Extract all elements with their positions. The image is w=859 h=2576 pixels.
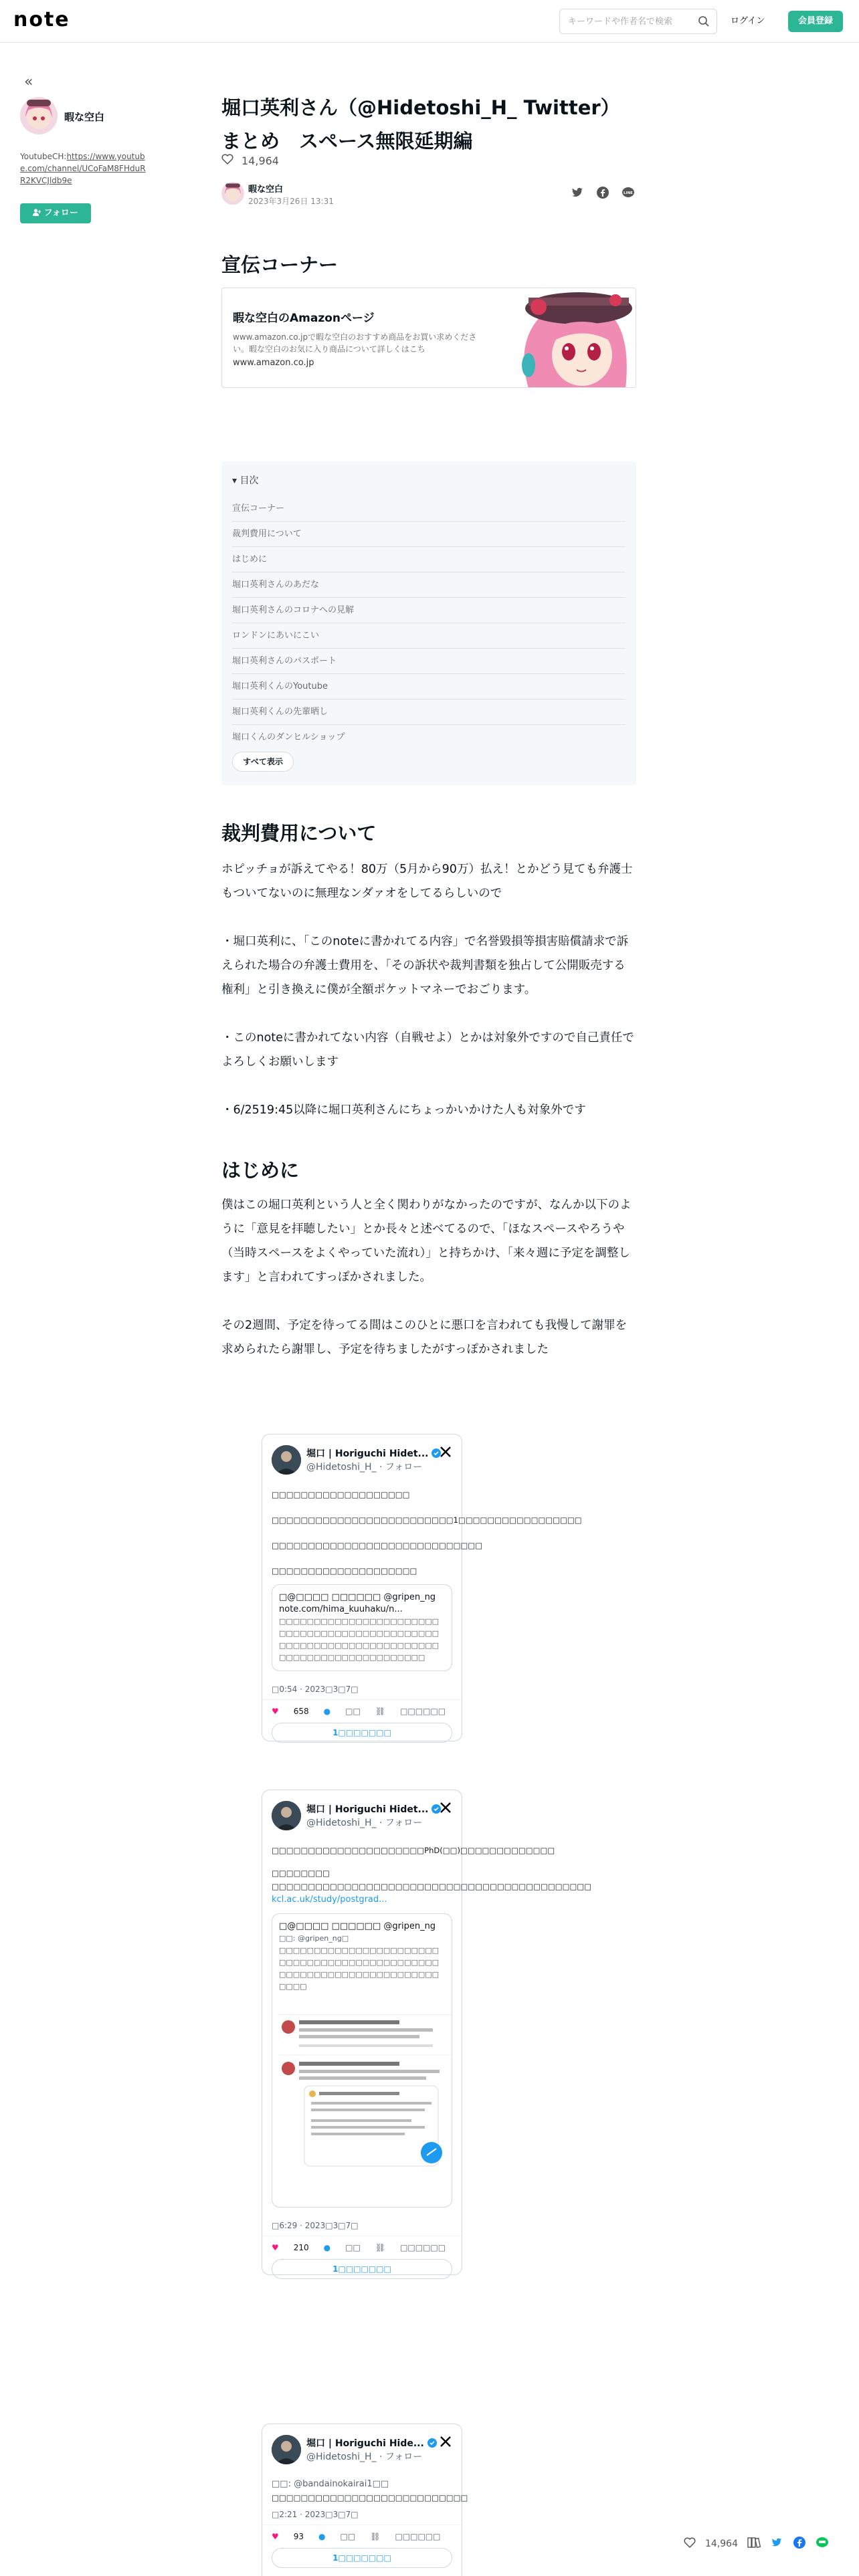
tweet-author-name[interactable]: 堀口 | Horiguchi Hidet... — [306, 1446, 441, 1460]
link-icon[interactable]: ⛓ — [375, 1707, 386, 1716]
publish-date: 2023年3月26日 13:31 — [248, 197, 334, 206]
facebook-share-icon[interactable] — [793, 2536, 806, 2552]
toc-toggle[interactable] — [232, 473, 258, 487]
copy-link-label[interactable]: □□□□□□ — [400, 2243, 446, 2252]
embedded-tweet[interactable] — [262, 1790, 592, 2275]
tweet-body: □□□□□□□□□□□□□□□□□□□□□PhD(□□)□□□□□□□□□□□□□ □□□□□□□□ □□□□□□□□□□□□□□□□□□□□□□□□□□□□□□□□□□□□□□□□□□□□ kcl.ac.uk/study/postgrad... — [262, 1828, 462, 1907]
embedded-tweet[interactable] — [262, 2424, 468, 2576]
paragraph: ・このnoteに書かれてない内容（自戦せよ）とかは対象外ですので自己責任でよろしくお願いします — [221, 1031, 634, 1069]
tweet-avatar[interactable] — [272, 1801, 301, 1830]
reply-label[interactable]: □□ — [345, 1707, 361, 1716]
follow-button[interactable] — [20, 203, 91, 223]
section-heading-intro: はじめに — [221, 1159, 300, 1182]
x-logo-icon[interactable] — [439, 1801, 452, 1817]
line-icon[interactable] — [622, 186, 636, 201]
ad-card-url: www.amazon.co.jp — [233, 358, 314, 368]
search-icon[interactable] — [698, 15, 710, 30]
reply-icon[interactable]: ● — [323, 1707, 331, 1716]
paragraph: ・堀口英利に、「このnoteに書かれてる内容」で名誉毀損等損害賠償請求で訴えられた場合の弁護士費用を、「その訴状や裁判書類を独占して公開販売する権利」と引き換えに僕が全額ポケットマネーでおごります。 — [221, 935, 629, 996]
sidebar-author-name[interactable]: 暇な空白 — [64, 111, 105, 123]
copy-link-label[interactable]: □□□□□□ — [400, 1707, 446, 1716]
toc-item[interactable]: ロンドンにあいにこい — [232, 623, 626, 649]
paragraph: ホピッチョが訴えてやる！80万（5月から90万）払え！とかどう見ても弁護士もついてないのに無理なンダァオをしてるらしいので — [221, 863, 633, 900]
quote-body: □□□□□□□□□□□□□□□□□□□□□□□□□□□□□□□□□□□□□□□□□□□□□□□□□□□□□□□□□□□□□□□□□□□□□□□□□ — [279, 1946, 440, 1991]
like-heart-icon[interactable]: ♥ — [272, 2243, 279, 2252]
x-logo-icon[interactable] — [439, 1445, 452, 1461]
reply-label[interactable]: □□ — [345, 2243, 361, 2252]
add-user-icon — [33, 208, 44, 218]
quoted-tweet[interactable] — [272, 1913, 452, 2208]
magazine-icon[interactable] — [747, 2537, 761, 2551]
sidebar-description — [20, 150, 147, 187]
like-count[interactable]: 14,964 — [242, 154, 279, 167]
amazon-link-card[interactable] — [221, 288, 636, 388]
search-box — [559, 9, 717, 34]
toc-item[interactable]: はじめに — [232, 547, 626, 572]
quote-author: □@□□□□ □□□□□□ @gripen_ng — [279, 1921, 436, 1931]
tweet-actions — [262, 2236, 462, 2259]
search-input[interactable] — [560, 9, 687, 33]
toc-item[interactable]: 宣伝コーナー — [232, 496, 626, 522]
reply-icon[interactable]: ● — [318, 2532, 326, 2541]
paragraph: その2週間、予定を待ってる間はこのひとに悪口を言われても我慢して謝罪を求められたら謝罪し、予定を待ちましたがすっぽかされました — [221, 1319, 628, 1356]
tweet-handle[interactable]: @Hidetoshi_H_ · フォロー — [306, 1462, 423, 1473]
floating-action-bar — [684, 2532, 851, 2556]
read-replies-button[interactable]: 1□□□□□□□ — [272, 1723, 452, 1743]
ad-card-title: 暇な空白のAmazonページ — [233, 312, 375, 325]
facebook-icon[interactable] — [596, 186, 611, 201]
follow-label: フォロー — [43, 208, 78, 218]
tweet-handle[interactable]: @Hidetoshi_H_ · フォロー — [306, 2452, 423, 2462]
tweet-like-count[interactable]: 210 — [293, 2243, 309, 2252]
tweet-avatar[interactable] — [272, 2435, 301, 2464]
collapse-sidebar-icon[interactable]: « — [24, 74, 33, 90]
read-replies-button[interactable]: 1□□□□□□□ — [272, 2548, 452, 2568]
chevron-down-icon: ▾ — [232, 475, 237, 486]
quote-author: □@□□□□ □□□□□□ @gripen_ng — [279, 1592, 436, 1602]
toc-heading: 目次 — [240, 475, 259, 486]
tweet-author-name[interactable]: 堀口 | Horiguchi Hide... — [306, 2436, 437, 2450]
tweet-handle[interactable]: @Hidetoshi_H_ · フォロー — [306, 1818, 423, 1828]
avatar[interactable] — [20, 97, 58, 134]
twitter-icon[interactable] — [571, 186, 585, 201]
toc-list — [232, 496, 626, 750]
tweet-timestamp[interactable]: □6:29 · 2023□3□7□ — [262, 2216, 462, 2236]
paragraph: ・6/2519:45以降に堀口英利さんにちょっかいかけた人も対象外です — [221, 1103, 586, 1117]
toc-item[interactable]: 堀口英利さんのあだな — [232, 572, 626, 598]
table-of-contents — [221, 461, 636, 785]
quote-screenshot — [278, 2014, 453, 2202]
author-avatar[interactable] — [221, 182, 244, 205]
line-share-icon[interactable] — [816, 2536, 829, 2552]
svg-text:LINE: LINE — [624, 191, 633, 195]
signup-button[interactable]: 会員登録 — [788, 11, 843, 32]
tweet-body: □□□□□□□□□□□□□□□□□□□ □□□□□□□□□□□□□□□□□□□□□□□□□1□□□□□□□□□□□□□□□□□ □□□□□□□□□□□□□□□□□□□□□□□□□□□□□ □□□□□□□□□□□□□□□□□□□□ — [272, 1490, 582, 1576]
tweet-actions — [262, 2525, 462, 2548]
ad-thumbnail — [488, 288, 636, 388]
tweet-avatar[interactable] — [272, 1445, 301, 1475]
tweet-timestamp[interactable]: □0:54 · 2023□3□7□ — [262, 1679, 462, 1700]
toc-item[interactable]: 裁判費用について — [232, 522, 626, 547]
like-heart-icon[interactable]: ♥ — [272, 1707, 279, 1716]
tweet-body: □□: @bandainokairai1□□ □□□□□□□□□□□□□□□□□□□□□□□□□□□ — [272, 2479, 468, 2502]
tweet-link[interactable]: kcl.ac.uk/study/postgrad... — [272, 1895, 387, 1905]
share-icons — [571, 186, 636, 201]
description-prefix: YoutubeCH: — [20, 152, 67, 161]
toc-show-all-button[interactable]: すべて表示 — [232, 752, 294, 772]
read-replies-button[interactable]: 1□□□□□□□ — [272, 2259, 452, 2279]
heart-icon[interactable] — [684, 2537, 696, 2551]
toc-item[interactable]: 堀口英利さんのパスポート — [232, 649, 626, 674]
embedded-tweet[interactable] — [262, 1434, 582, 1741]
link-icon[interactable]: ⛓ — [375, 2243, 386, 2252]
quote-link[interactable]: note.com/hima_kuuhaku/n... — [279, 1604, 403, 1614]
tweet-like-count[interactable]: 658 — [293, 1707, 309, 1716]
page-title: 堀口英利さん（@Hidetoshi_H_ Twitter）まとめ スペース無限延期編 — [221, 96, 620, 152]
reply-label[interactable]: □□ — [340, 2532, 356, 2541]
toc-item[interactable]: 堀口英利さんのコロナへの見解 — [232, 598, 626, 623]
link-icon[interactable]: ⛓ — [370, 2532, 381, 2541]
section-heading-costs: 裁判費用について — [221, 822, 377, 845]
toc-item[interactable]: 堀口くんのダンヒルショップ — [232, 732, 345, 742]
toc-item[interactable]: 堀口英利くんの先輩晒し — [232, 700, 626, 725]
author-name[interactable]: 暇な空白 — [248, 185, 284, 195]
tweet-timestamp[interactable]: □2:21 · 2023□3□7□ — [262, 2504, 462, 2525]
quote-sub: □□: @gripen_ng□ — [279, 1934, 349, 1943]
toc-item[interactable]: 堀口英利くんのYoutube — [232, 674, 626, 700]
note-logo[interactable]: note — [13, 8, 70, 31]
heart-icon[interactable] — [221, 154, 233, 167]
x-logo-icon[interactable] — [439, 2435, 452, 2451]
tweet-author-name[interactable]: 堀口 | Horiguchi Hidet... — [306, 1802, 441, 1816]
youtube-link[interactable]: https://www.youtube.com/channel/UCoFaM8FHduRR2KVCJldb9e — [20, 152, 146, 185]
quote-body: □□□□□□□□□□□□□□□□□□□□□□□□□□□□□□□□□□□□□□□□□□□□□□□□□□□□□□□□□□□□□□□□□□□□□□□□□□□□□□□□□□□□□□□□□□ — [279, 1617, 440, 1662]
copy-link-label[interactable]: □□□□□□ — [395, 2532, 441, 2541]
like-heart-icon[interactable]: ♥ — [272, 2532, 279, 2541]
paragraph: 僕はこの堀口英利という人と全く関わりがなかったのですが、なんか以下のように「意見を拝聴したい」とか長々と述べてるので、「ほなスペースやろうや（当時スペースをよくやっていた流れ）」と持ちかけ、「来々週に予定を調整します」と言われてすっぽかされました。 — [221, 1198, 632, 1284]
like-row — [221, 154, 279, 167]
quoted-tweet[interactable] — [272, 1584, 452, 1671]
login-button[interactable]: ログイン — [731, 16, 765, 26]
ad-heading: 宣伝コーナー — [221, 253, 339, 276]
floating-like-count[interactable]: 14,964 — [705, 2539, 738, 2549]
verified-icon — [427, 2438, 437, 2448]
tweet-like-count[interactable]: 93 — [293, 2532, 304, 2541]
ad-card-description: www.amazon.co.jpで暇な空白のおすすめ商品をお買い求めください。暇な空白のお気に入り商品について詳しくはこち — [233, 332, 477, 354]
reply-icon[interactable]: ● — [323, 2243, 331, 2252]
site-header — [0, 0, 859, 43]
author-row — [221, 179, 636, 209]
tweet-actions — [262, 1700, 462, 1723]
twitter-share-icon[interactable] — [770, 2537, 783, 2551]
